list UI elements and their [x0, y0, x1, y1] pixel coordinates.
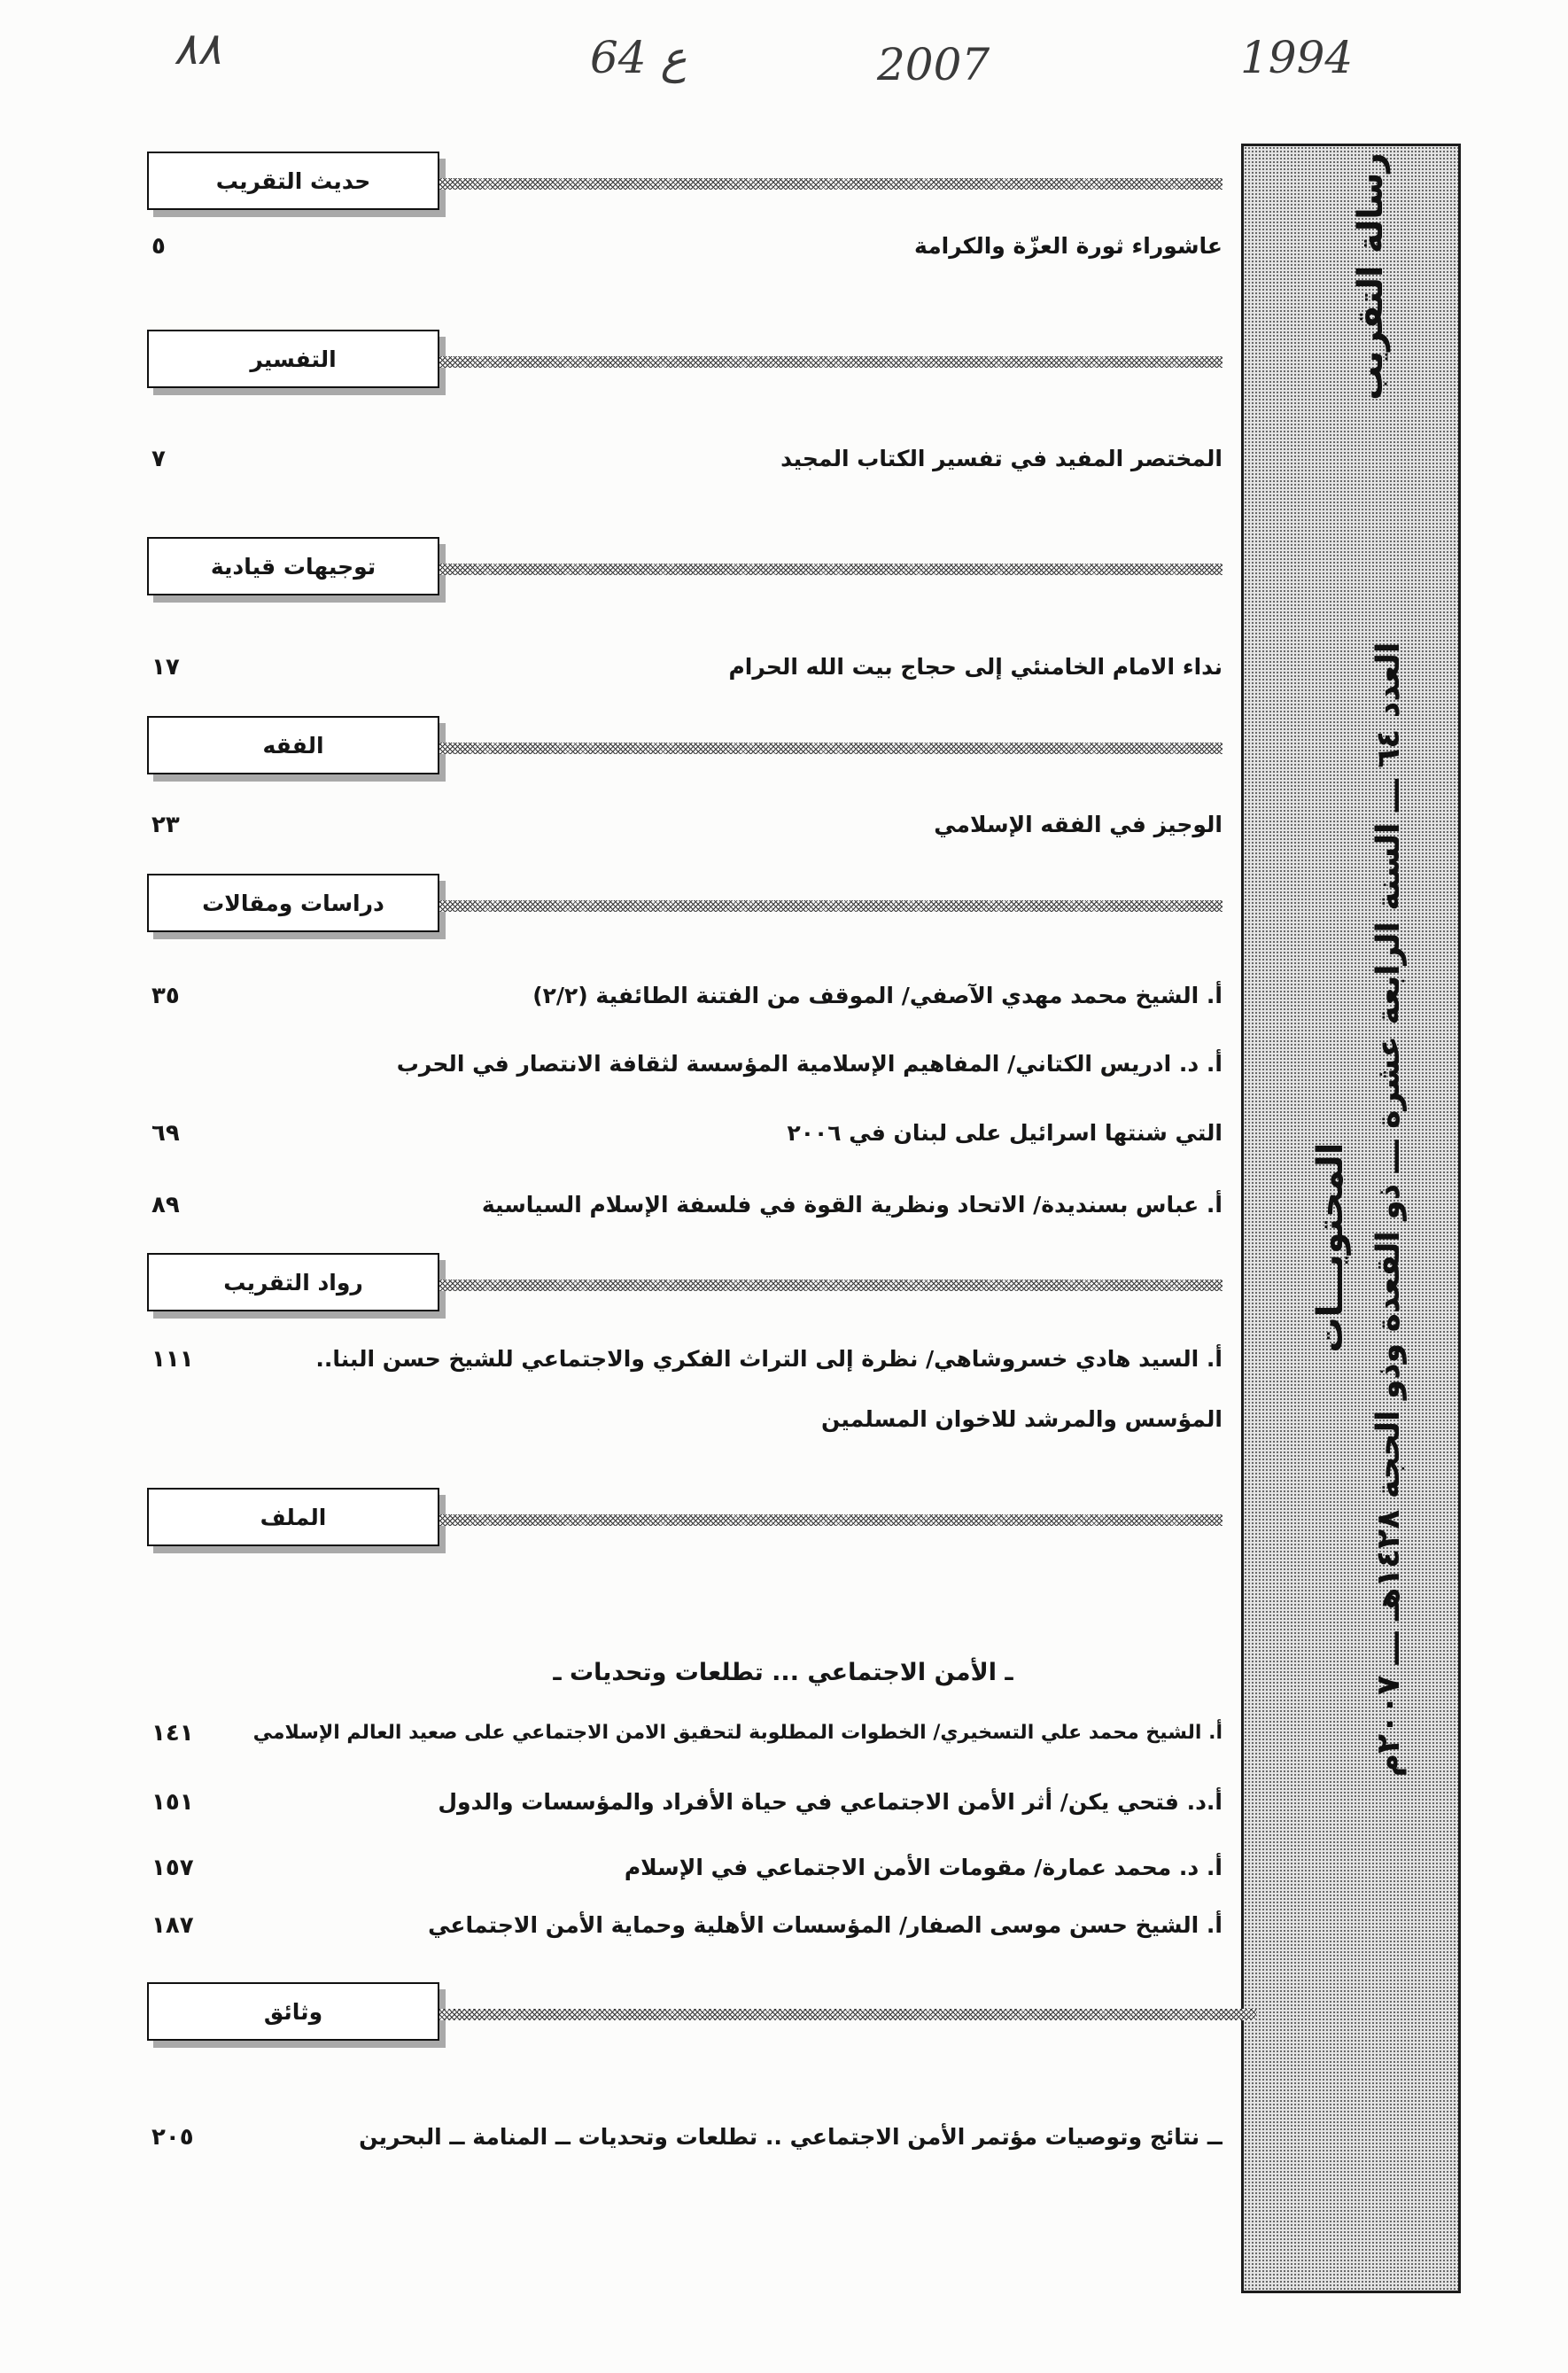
toc-entry-title: أ. الشيخ حسن موسى الصفار/ المؤسسات الأهلية وحماية الأمن الاجتماعي: [428, 1912, 1223, 1938]
section-divider-line: [439, 743, 1223, 754]
section-divider-line: [439, 1280, 1223, 1291]
section-divider-line: [439, 564, 1223, 575]
section-title: التفسير: [250, 346, 337, 372]
toc-entry-page: ٧: [151, 446, 166, 472]
magazine-title: رسالة التقريب: [1351, 152, 1391, 401]
toc-entry-title: أ. السيد هادي خسروشاهي/ نظرة إلى التراث الفكري والاجتماعي للشيخ حسن البنا..: [315, 1346, 1223, 1372]
toc-entry-page: ٦٩: [151, 1120, 180, 1147]
section-title: حديث التقريب: [215, 167, 371, 194]
issue-sidebar: [1241, 144, 1461, 2293]
handwritten-note: 1994: [1240, 32, 1354, 83]
section-header-box: [147, 874, 439, 932]
contents-label: المحتويـــات: [1310, 1142, 1351, 1353]
section-divider-line: [439, 178, 1223, 190]
toc-entry-page: ١٨٧: [151, 1912, 194, 1939]
toc-entry-title: نداء الامام الخامنئي إلى حجاج بيت الله الحرام: [728, 654, 1223, 680]
toc-entry-title: أ. د. محمد عمارة/ مقومات الأمن الاجتماعي في الإسلام: [624, 1855, 1223, 1880]
section-divider-line: [439, 2009, 1256, 2020]
toc-entry-page: ٥: [151, 233, 166, 260]
toc-entry-title: أ. الشيخ محمد علي التسخيري/ الخطوات المطلوبة لتحقيق الامن الاجتماعي على صعيد العالم الإسلامي: [252, 1722, 1223, 1744]
handwritten-note: 64 ع: [590, 32, 687, 83]
toc-entry-page: ١١١: [151, 1346, 194, 1373]
toc-entry-title-continued: التي شنتها اسرائيل على لبنان في ٢٠٠٦: [787, 1120, 1223, 1146]
toc-entry-page: ١٧: [151, 654, 180, 681]
toc-entry-page: ٣٥: [151, 983, 180, 1009]
toc-entry-page: ٢٠٥: [151, 2124, 194, 2151]
section-title: وثائق: [263, 1998, 323, 2025]
dossier-subheading: ـ الأمن الاجتماعي ... تطلعات وتحديات ـ: [553, 1659, 1013, 1686]
toc-entry-title: المختصر المفيد في تفسير الكتاب المجيد: [780, 446, 1223, 471]
section-title: رواد التقريب: [223, 1269, 363, 1295]
toc-entry-title: أ. د. ادريس الكتاني/ المفاهيم الإسلامية المؤسسة لثقافة الانتصار في الحرب: [396, 1051, 1223, 1077]
toc-entry-title: الوجيز في الفقه الإسلامي: [934, 812, 1223, 837]
section-header-box: [147, 537, 439, 595]
toc-entry-title-continued: المؤسس والمرشد للاخوان المسلمين: [820, 1406, 1223, 1432]
section-header-box: [147, 1982, 439, 2041]
issue-line: العدد ٦٤ ـــ السنة الرابعة عشرة ـــ ذو القعدة وذو الحجة ١٤٢٨هـ ـــ ٢٠٠٧م: [1370, 642, 1407, 1778]
toc-entry-title: عاشوراء ثورة العزّة والكرامة: [914, 233, 1223, 259]
section-header-box: [147, 1488, 439, 1546]
toc-entry-page: ١٥١: [151, 1789, 194, 1816]
section-header-box: [147, 330, 439, 388]
section-divider-line: [439, 900, 1223, 912]
section-title: الفقه: [262, 732, 324, 759]
section-title: دراسات ومقالات: [202, 890, 384, 916]
toc-entry-title: أ.د. فتحي يكن/ أثر الأمن الاجتماعي في حياة الأفراد والمؤسسات والدول: [438, 1789, 1223, 1815]
section-header-box: [147, 1253, 439, 1311]
section-header-box: [147, 152, 439, 210]
toc-entry-title: أ. الشيخ محمد مهدي الآصفي/ الموقف من الفتنة الطائفية (٢/٢): [532, 983, 1223, 1008]
toc-entry-title: ــ نتائج وتوصيات مؤتمر الأمن الاجتماعي .. تطلعات وتحديات ــ المنامة ــ البحرين: [359, 2124, 1223, 2150]
section-title: الملف: [260, 1504, 327, 1530]
toc-entry-page: ١٥٧: [151, 1855, 194, 1881]
handwritten-note: ٨٨: [174, 23, 221, 74]
toc-entry-page: ١٤١: [151, 1720, 194, 1747]
section-divider-line: [439, 356, 1223, 368]
section-header-box: [147, 716, 439, 774]
toc-entry-page: ٨٩: [151, 1192, 180, 1218]
section-divider-line: [439, 1514, 1223, 1526]
section-title: توجيهات قيادية: [210, 553, 376, 580]
handwritten-note: 2007: [877, 39, 990, 90]
toc-entry-page: ٢٣: [151, 812, 180, 838]
toc-entry-title: أ. عباس بسنديدة/ الاتحاد ونظرية القوة في فلسفة الإسلام السياسية: [481, 1192, 1223, 1218]
